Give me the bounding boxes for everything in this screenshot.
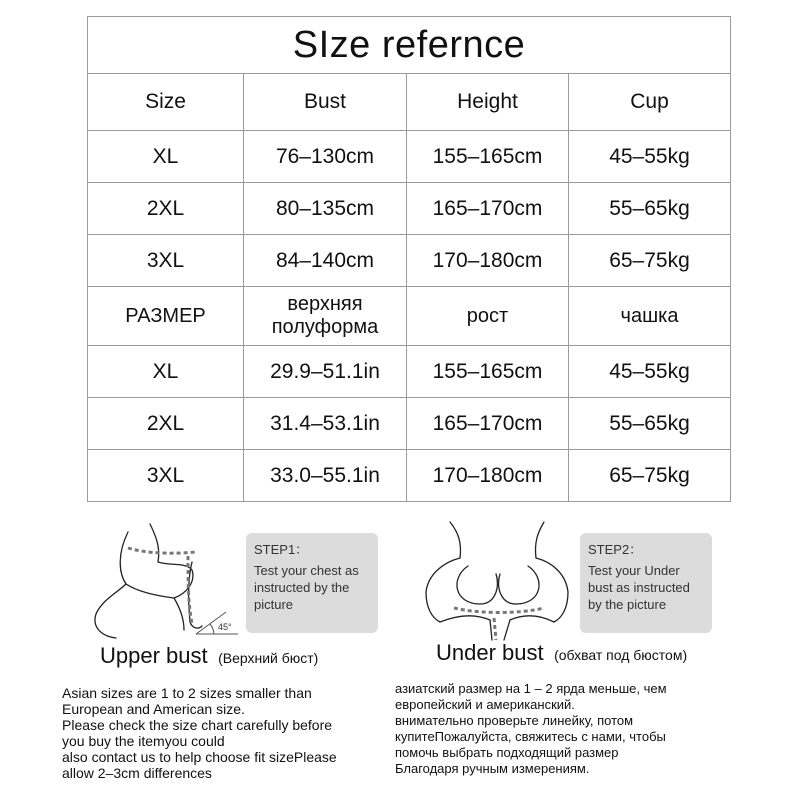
step1-box xyxy=(246,533,378,633)
cell-bust: 33.0–55.1in xyxy=(244,450,407,502)
table-row xyxy=(88,131,731,183)
header-size: Size xyxy=(88,74,244,131)
header-height: Height xyxy=(407,74,569,131)
step1-title: STEP1： xyxy=(254,542,309,557)
note-line: allow 2–3cm differences xyxy=(62,765,212,781)
table-row xyxy=(88,183,731,235)
cell-bust: 80–135cm xyxy=(244,183,407,235)
upper-bust-illustration xyxy=(88,522,248,640)
note-line: внимательно проверьте линейку, потом xyxy=(395,713,634,728)
upper-bust-label-ru: (Верхний бюст) xyxy=(218,650,319,666)
step2-title: STEP2： xyxy=(588,542,643,557)
cell-size: 2XL xyxy=(88,183,244,235)
header-row xyxy=(88,74,731,131)
size-reference-table-container xyxy=(87,16,730,504)
note-line: европейский и американский. xyxy=(395,697,575,712)
note-english xyxy=(62,685,337,781)
table-title: SIze refernce xyxy=(88,17,731,74)
table-row xyxy=(88,235,731,287)
cell-bust: 76–130cm xyxy=(244,131,407,183)
cell-cup: 55–65kg xyxy=(569,398,731,450)
russian-header-row xyxy=(88,287,731,346)
header-bust: Bust xyxy=(244,74,407,131)
cell-height: 165–170cm xyxy=(407,183,569,235)
note-russian xyxy=(395,681,667,777)
step1-text: Test your chest as instructed by the picture xyxy=(254,563,359,612)
ru-header-height: рост xyxy=(407,287,569,346)
note-line: you buy the itemyou could xyxy=(62,733,225,749)
cell-cup: 55–65kg xyxy=(569,183,731,235)
note-line: азиатский размер на 1 – 2 ярда меньше, чем xyxy=(395,681,667,696)
note-line: Благодаря ручным измерениям. xyxy=(395,761,590,776)
cell-bust: 31.4–53.1in xyxy=(244,398,407,450)
upper-bust-caption xyxy=(100,643,318,669)
cell-size: 2XL xyxy=(88,398,244,450)
under-bust-label-ru: (обхват под бюстом) xyxy=(554,647,688,663)
ru-header-bust: верхняя полуформа xyxy=(244,287,407,346)
cell-bust: 29.9–51.1in xyxy=(244,346,407,398)
table-row xyxy=(88,398,731,450)
under-bust-label: Under bust xyxy=(436,640,544,665)
cell-height: 170–180cm xyxy=(407,235,569,287)
table-row xyxy=(88,346,731,398)
under-bust-caption xyxy=(436,640,687,666)
note-line: Asian sizes are 1 to 2 sizes smaller than xyxy=(62,685,312,701)
note-line: also contact us to help choose fit sizePlease xyxy=(62,749,337,765)
cell-size: 3XL xyxy=(88,450,244,502)
angle-label: 45° xyxy=(218,622,232,632)
upper-bust-label: Upper bust xyxy=(100,643,208,668)
cell-cup: 65–75kg xyxy=(569,450,731,502)
cell-height: 170–180cm xyxy=(407,450,569,502)
cell-size: 3XL xyxy=(88,235,244,287)
note-line: купитеПожалуйста, свяжитесь с нами, чтобы xyxy=(395,729,666,744)
cell-height: 155–165cm xyxy=(407,346,569,398)
cell-cup: 65–75kg xyxy=(569,235,731,287)
note-line: Please check the size chart carefully before xyxy=(62,717,333,733)
ru-header-cup: чашка xyxy=(569,287,731,346)
header-cup: Cup xyxy=(569,74,731,131)
cell-bust: 84–140cm xyxy=(244,235,407,287)
note-line: European and American size. xyxy=(62,701,245,717)
step2-box xyxy=(580,533,712,633)
size-reference-table xyxy=(87,16,731,502)
cell-size: XL xyxy=(88,131,244,183)
cell-cup: 45–55kg xyxy=(569,131,731,183)
table-row xyxy=(88,450,731,502)
under-bust-illustration xyxy=(420,518,580,642)
cell-height: 155–165cm xyxy=(407,131,569,183)
ru-header-size: РАЗМЕР xyxy=(88,287,244,346)
step2-text: Test your Under bust as instructed by the picture xyxy=(588,563,690,612)
cell-cup: 45–55kg xyxy=(569,346,731,398)
cell-height: 165–170cm xyxy=(407,398,569,450)
cell-size: XL xyxy=(88,346,244,398)
note-line: помочь выбрать подходящий размер xyxy=(395,745,619,760)
